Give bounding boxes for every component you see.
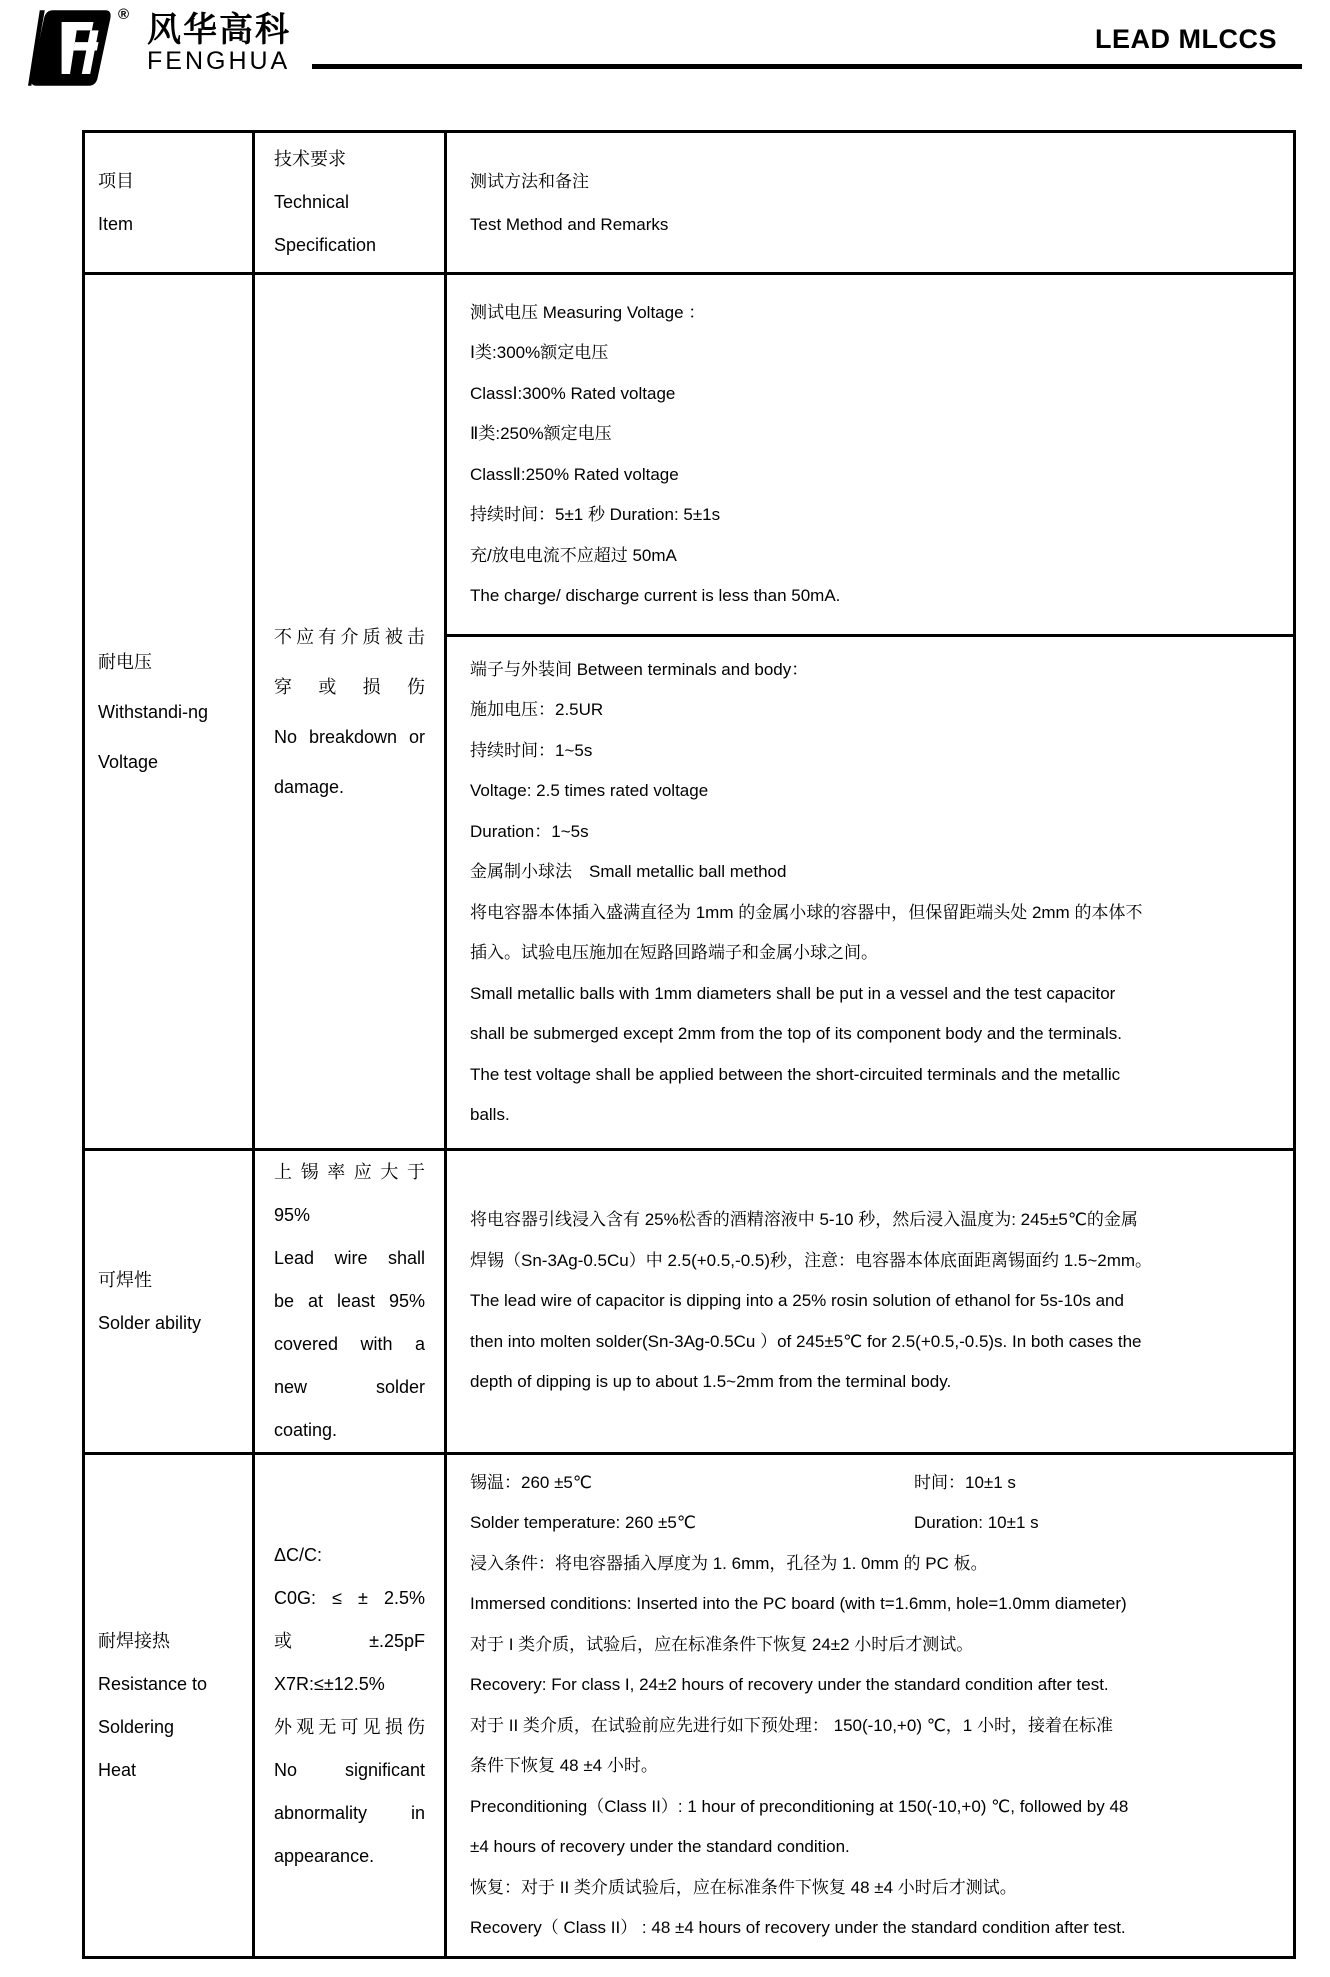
method-line: 对于 I 类介质，试验后，应在标准条件下恢复 24±2 小时后才测试。 (470, 1634, 974, 1654)
method-line: balls. (470, 1105, 510, 1124)
method-line: 条件下恢复 48 ±4 小时。 (470, 1756, 658, 1775)
method-lines (470, 1544, 1279, 1949)
spec-line: coating. (274, 1420, 338, 1440)
spec-table (82, 130, 1296, 1959)
method-line: 插入。试验电压施加在短路回路端子和金属小球之间。 (470, 943, 878, 962)
spec-line: No breakdown or (274, 726, 425, 747)
method-line: 恢复：对于 II 类介质试验后，应在标准条件下恢复 48 ±4 小时后才测试。 (470, 1877, 1017, 1897)
company-name-cn: 风华高科 (147, 11, 291, 49)
method-line: then into molten solder(Sn-3Ag-0.5Cu ）of 245±5℃ for 2.5(+0.5,-0.5)s. In both cases the (470, 1331, 1142, 1351)
method-pair-right: 时间：10±1 s (914, 1472, 1016, 1492)
spec-line: new solder (274, 1377, 425, 1397)
item-line: Heat (98, 1759, 137, 1780)
method-pair-line (470, 1463, 1279, 1504)
column-header-item (85, 133, 252, 272)
spec-cell-solderability (252, 1151, 447, 1452)
spec-cell-withstanding-voltage (252, 275, 447, 1148)
page-header (0, 0, 1330, 100)
item-line: 可焊性 (98, 1269, 152, 1290)
method-line: depth of dipping is up to about 1.5~2mm from the terminal body. (470, 1372, 952, 1392)
method-cell-withstanding-voltage (447, 275, 1293, 1148)
item-line: Voltage (98, 751, 159, 772)
column-header-line: Specification (274, 235, 377, 255)
column-header-line: 技术要求 (274, 149, 346, 169)
spec-line: 上锡率应大于 (274, 1162, 425, 1182)
spec-line: 或±.25pF (274, 1630, 425, 1651)
method-line: Small metallic balls with 1mm diameters shall be put in a vessel and the test capacitor (470, 983, 1116, 1003)
method-line: Ⅱ类:250%额定电压 (470, 424, 612, 443)
column-header-method (447, 133, 1293, 272)
spec-line: 穿或损伤 (274, 676, 425, 697)
header-rule (312, 64, 1302, 69)
fenghua-logo-icon (28, 10, 112, 86)
method-cell-soldering-heat (447, 1455, 1293, 1956)
spec-line: 95% (274, 1205, 311, 1225)
spec-line: be at least 95% (274, 1291, 425, 1311)
spec-line: covered with a (274, 1334, 425, 1354)
method-line: 金属制小球法 Small metallic ball method (470, 862, 787, 881)
spec-line: ΔC/C: (274, 1544, 323, 1565)
item-cell-solderability (85, 1151, 252, 1452)
method-cell-solderability (447, 1151, 1293, 1452)
spec-cell-soldering-heat (252, 1455, 447, 1956)
spec-line: damage. (274, 776, 345, 797)
table-row-withstanding-voltage (85, 272, 1293, 1148)
spec-line: C0G: ≤ ± 2.5% (274, 1587, 425, 1608)
method-line: 将电容器引线浸入含有 25%松香的酒精溶液中 5-10 秒，然后浸入温度为: 245±5℃的金属 (470, 1210, 1138, 1230)
method-line: 测试电压 Measuring Voltage ： (470, 302, 706, 322)
column-header-line: Item (98, 213, 134, 234)
method-line: 充/放电电流不应超过 50mA (470, 545, 677, 565)
table-header-row (85, 133, 1293, 272)
method-line: Duration：1~5s (470, 821, 589, 841)
method-pair-right: Duration: 10±1 s (914, 1513, 1039, 1532)
method-line: Recovery: For class I, 24±2 hours of recovery under the standard condition after test. (470, 1675, 1109, 1694)
item-line: 耐焊接热 (98, 1630, 170, 1651)
table-row-soldering-heat (85, 1452, 1293, 1956)
spec-line: 不应有介质被击 (274, 626, 425, 647)
spec-line: 外观无可见损伤 (274, 1716, 425, 1737)
method-line: 持续时间：5±1 秒 Duration: 5±1s (470, 505, 721, 524)
company-name-en: FENGHUA (147, 47, 291, 75)
item-cell-soldering-heat (85, 1455, 252, 1956)
column-header-line: Technical (274, 192, 350, 212)
method-subcell-terminals-body (447, 637, 1293, 1148)
method-line: ClassⅠ:300% Rated voltage (470, 383, 676, 403)
spec-line: appearance. (274, 1845, 375, 1866)
item-line: Withstandi-ng (98, 701, 209, 722)
column-header-line: Test Method and Remarks (470, 214, 669, 234)
method-line: shall be submerged except 2mm from the top of its component body and the terminals. (470, 1024, 1123, 1043)
spec-line: No significant (274, 1759, 425, 1780)
method-line: 持续时间：1~5s (470, 740, 593, 760)
method-line: Voltage: 2.5 times rated voltage (470, 781, 709, 800)
method-pair-left: 锡温：260 ±5℃ (470, 1472, 592, 1492)
method-line: ClassⅡ:250% Rated voltage (470, 464, 679, 484)
method-line: 端子与外装间 Between terminals and body： (470, 659, 809, 679)
method-line: 施加电压：2.5UR (470, 700, 604, 719)
method-line: 对于 II 类介质，在试验前应先进行如下预处理： 150(-10,+0) ℃，1 小时，接着在标准 (470, 1715, 1113, 1735)
spec-line: abnormality in (274, 1802, 425, 1823)
method-pair-lines (470, 1463, 1279, 1544)
table-row-solderability (85, 1148, 1293, 1452)
column-header-line: 测试方法和备注 (470, 171, 589, 191)
method-line: The test voltage shall be applied between the short-circuited terminals and the metallic (470, 1064, 1121, 1084)
method-line: Immersed conditions: Inserted into the PC board (with t=1.6mm, hole=1.0mm diameter) (470, 1594, 1127, 1613)
method-line: Preconditioning（Class II）: 1 hour of preconditioning at 150(-10,+0) ℃, followed by 48 (470, 1796, 1129, 1816)
method-line: Recovery（ Class II） : 48 ±4 hours of recovery under the standard condition after test. (470, 1918, 1126, 1937)
item-cell-withstanding-voltage (85, 275, 252, 1148)
method-line: 将电容器本体插入盛满直径为 1mm 的金属小球的容器中，但保留距端头处 2mm 的本体不 (470, 902, 1143, 922)
column-header-spec (252, 133, 447, 272)
item-line: 耐电压 (98, 651, 152, 672)
method-line: 焊锡（Sn-3Ag-0.5Cu）中 2.5(+0.5,-0.5)秒，注意：电容器本体底面距离锡面约 1.5~2mm。 (470, 1250, 1153, 1270)
item-line: Soldering (98, 1716, 175, 1737)
item-line: Solder ability (98, 1312, 202, 1333)
method-pair-line (470, 1503, 1279, 1544)
page-title: LEAD MLCCS (1095, 24, 1277, 54)
method-line: The lead wire of capacitor is dipping into a 25% rosin solution of ethanol for 5s-10s and (470, 1291, 1124, 1311)
method-line: The charge/ discharge current is less than 50mA. (470, 586, 841, 605)
registered-mark-icon: ® (118, 6, 130, 23)
item-line: Resistance to (98, 1673, 208, 1694)
method-line: 浸入条件：将电容器插入厚度为 1. 6mm，孔径为 1. 0mm 的 PC 板。 (470, 1553, 988, 1573)
method-line: Ⅰ类:300%额定电压 (470, 343, 609, 362)
method-pair-left: Solder temperature: 260 ±5℃ (470, 1513, 696, 1532)
column-header-line: 项目 (98, 170, 134, 191)
method-line: ±4 hours of recovery under the standard condition. (470, 1837, 850, 1856)
spec-line: Lead wire shall (274, 1248, 425, 1268)
spec-line: X7R:≤±12.5% (274, 1673, 385, 1694)
method-subcell-measuring-voltage (447, 275, 1293, 637)
